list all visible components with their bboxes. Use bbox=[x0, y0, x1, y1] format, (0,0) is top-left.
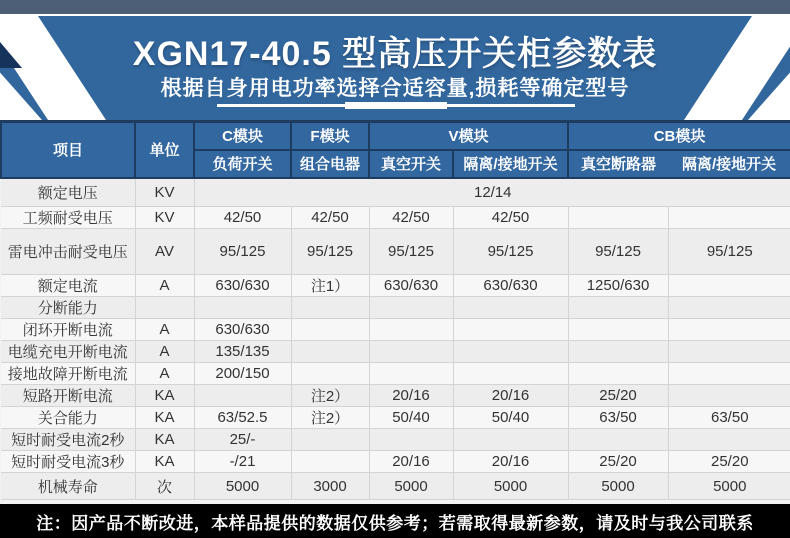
top-strip bbox=[0, 0, 790, 16]
row-label: 短时耐受电流3秒 bbox=[1, 451, 135, 473]
col-header-f-module: F模块 bbox=[291, 122, 369, 150]
row-label: 电缆充电开断电流 bbox=[1, 341, 135, 363]
table-row bbox=[1, 385, 790, 407]
row-value bbox=[668, 297, 790, 319]
col-header-vacuum-switch: 真空开关 bbox=[369, 150, 453, 178]
page-subtitle: 根据自身用电功率选择合适容量,损耗等确定型号 bbox=[160, 77, 630, 100]
row-value bbox=[291, 297, 369, 319]
row-value bbox=[369, 319, 453, 341]
row-value: 1250/630 bbox=[568, 275, 668, 297]
row-value bbox=[291, 363, 369, 385]
row-value: 注2） bbox=[291, 385, 369, 407]
row-value: 5000 bbox=[568, 473, 668, 500]
row-value: 5000 bbox=[453, 473, 568, 500]
table-row bbox=[1, 275, 790, 297]
row-value bbox=[568, 297, 668, 319]
col-header-load-switch: 负荷开关 bbox=[194, 150, 291, 178]
table-row bbox=[1, 341, 790, 363]
row-value: 63/50 bbox=[568, 407, 668, 429]
row-label: 分断能力 bbox=[1, 297, 135, 319]
row-value: 95/125 bbox=[568, 229, 668, 275]
row-value bbox=[369, 429, 453, 451]
col-header-isolation-earthing-switch: 隔离/接地开关 bbox=[453, 150, 568, 178]
row-value: 注1） bbox=[291, 275, 369, 297]
row-value: 95/125 bbox=[668, 229, 790, 275]
row-unit: 次 bbox=[135, 473, 194, 500]
row-value: 630/630 bbox=[453, 275, 568, 297]
row-label: 关合能力 bbox=[1, 407, 135, 429]
row-label: 额定电压 bbox=[1, 178, 135, 207]
row-label: 闭环开断电流 bbox=[1, 319, 135, 341]
row-value bbox=[453, 319, 568, 341]
row-value: 42/50 bbox=[453, 207, 568, 229]
row-value: 注2） bbox=[291, 407, 369, 429]
row-value bbox=[568, 207, 668, 229]
row-value: 20/16 bbox=[453, 385, 568, 407]
row-value: 135/135 bbox=[194, 341, 291, 363]
row-unit: KA bbox=[135, 429, 194, 451]
row-value: 63/52.5 bbox=[194, 407, 291, 429]
row-label: 短路开断电流 bbox=[1, 385, 135, 407]
row-value bbox=[453, 297, 568, 319]
row-value: 20/16 bbox=[369, 451, 453, 473]
row-value bbox=[291, 451, 369, 473]
row-value: 5000 bbox=[369, 473, 453, 500]
row-value bbox=[194, 297, 291, 319]
row-value: -/21 bbox=[194, 451, 291, 473]
row-value: 42/50 bbox=[194, 207, 291, 229]
row-value bbox=[668, 341, 790, 363]
table-row bbox=[1, 178, 790, 207]
row-value: 50/40 bbox=[453, 407, 568, 429]
row-value bbox=[369, 341, 453, 363]
col-header-vacuum-breaker: 真空断路器 bbox=[568, 150, 668, 178]
row-label: 雷电冲击耐受电压 bbox=[1, 229, 135, 275]
row-value: 25/20 bbox=[568, 385, 668, 407]
row-value bbox=[453, 429, 568, 451]
row-value bbox=[194, 385, 291, 407]
table-row bbox=[1, 319, 790, 341]
row-unit: A bbox=[135, 341, 194, 363]
page-title: XGN17-40.5 型高压开关柜参数表 bbox=[132, 35, 658, 73]
row-value bbox=[369, 297, 453, 319]
row-value: 200/150 bbox=[194, 363, 291, 385]
row-value: 42/50 bbox=[369, 207, 453, 229]
row-label: 机械寿命 bbox=[1, 473, 135, 500]
spec-table bbox=[0, 120, 790, 500]
row-unit: KA bbox=[135, 407, 194, 429]
row-value bbox=[668, 363, 790, 385]
row-value: 25/20 bbox=[568, 451, 668, 473]
table-row bbox=[1, 229, 790, 275]
table-row bbox=[1, 207, 790, 229]
row-unit: A bbox=[135, 363, 194, 385]
table-row bbox=[1, 473, 790, 500]
footer-note: 注：因产品不断改进，本样品提供的数据仅供参考；若需取得最新参数，请及时与我公司联系 bbox=[0, 504, 790, 538]
col-header-item: 项目 bbox=[1, 122, 135, 178]
table-row bbox=[1, 451, 790, 473]
row-value bbox=[291, 341, 369, 363]
row-value: 20/16 bbox=[453, 451, 568, 473]
row-label: 短时耐受电流2秒 bbox=[1, 429, 135, 451]
row-value bbox=[668, 429, 790, 451]
row-value: 630/630 bbox=[194, 319, 291, 341]
table-row bbox=[1, 407, 790, 429]
row-value bbox=[453, 341, 568, 363]
col-header-cb-isolation-earthing-switch: 隔离/接地开关 bbox=[668, 150, 790, 178]
row-value: 63/50 bbox=[668, 407, 790, 429]
row-value bbox=[369, 363, 453, 385]
banner bbox=[0, 16, 790, 120]
col-header-v-module: V模块 bbox=[369, 122, 568, 150]
row-value: 25/- bbox=[194, 429, 291, 451]
row-label: 额定电流 bbox=[1, 275, 135, 297]
row-value: 95/125 bbox=[194, 229, 291, 275]
row-label: 工频耐受电压 bbox=[1, 207, 135, 229]
row-value: 42/50 bbox=[291, 207, 369, 229]
row-value: 95/125 bbox=[369, 229, 453, 275]
row-value bbox=[453, 363, 568, 385]
table-row bbox=[1, 363, 790, 385]
row-unit: AV bbox=[135, 229, 194, 275]
row-merged-value: 12/14 bbox=[194, 178, 790, 207]
row-value: 25/20 bbox=[668, 451, 790, 473]
row-unit: A bbox=[135, 275, 194, 297]
col-header-cb-module: CB模块 bbox=[568, 122, 790, 150]
col-header-combined-apparatus: 组合电器 bbox=[291, 150, 369, 178]
table-row bbox=[1, 297, 790, 319]
table-row bbox=[1, 429, 790, 451]
row-value bbox=[668, 275, 790, 297]
row-unit: KV bbox=[135, 207, 194, 229]
row-value bbox=[668, 385, 790, 407]
row-value bbox=[568, 363, 668, 385]
row-value bbox=[291, 429, 369, 451]
row-value bbox=[668, 319, 790, 341]
title-divider-line bbox=[217, 104, 575, 107]
row-value: 95/125 bbox=[453, 229, 568, 275]
row-value: 630/630 bbox=[369, 275, 453, 297]
col-header-unit: 单位 bbox=[135, 122, 194, 178]
row-value bbox=[568, 341, 668, 363]
row-value: 3000 bbox=[291, 473, 369, 500]
spec-table-header bbox=[1, 122, 790, 178]
row-unit: KA bbox=[135, 451, 194, 473]
row-value bbox=[291, 319, 369, 341]
row-value: 95/125 bbox=[291, 229, 369, 275]
row-value bbox=[568, 429, 668, 451]
row-value: 630/630 bbox=[194, 275, 291, 297]
spec-table-body bbox=[1, 178, 790, 500]
row-value: 50/40 bbox=[369, 407, 453, 429]
row-value bbox=[668, 207, 790, 229]
row-unit bbox=[135, 297, 194, 319]
row-value bbox=[568, 319, 668, 341]
row-value: 5000 bbox=[194, 473, 291, 500]
row-unit: KV bbox=[135, 178, 194, 207]
row-unit: KA bbox=[135, 385, 194, 407]
row-value: 20/16 bbox=[369, 385, 453, 407]
col-header-c-module: C模块 bbox=[194, 122, 291, 150]
row-value: 5000 bbox=[668, 473, 790, 500]
row-label: 接地故障开断电流 bbox=[1, 363, 135, 385]
row-unit: A bbox=[135, 319, 194, 341]
